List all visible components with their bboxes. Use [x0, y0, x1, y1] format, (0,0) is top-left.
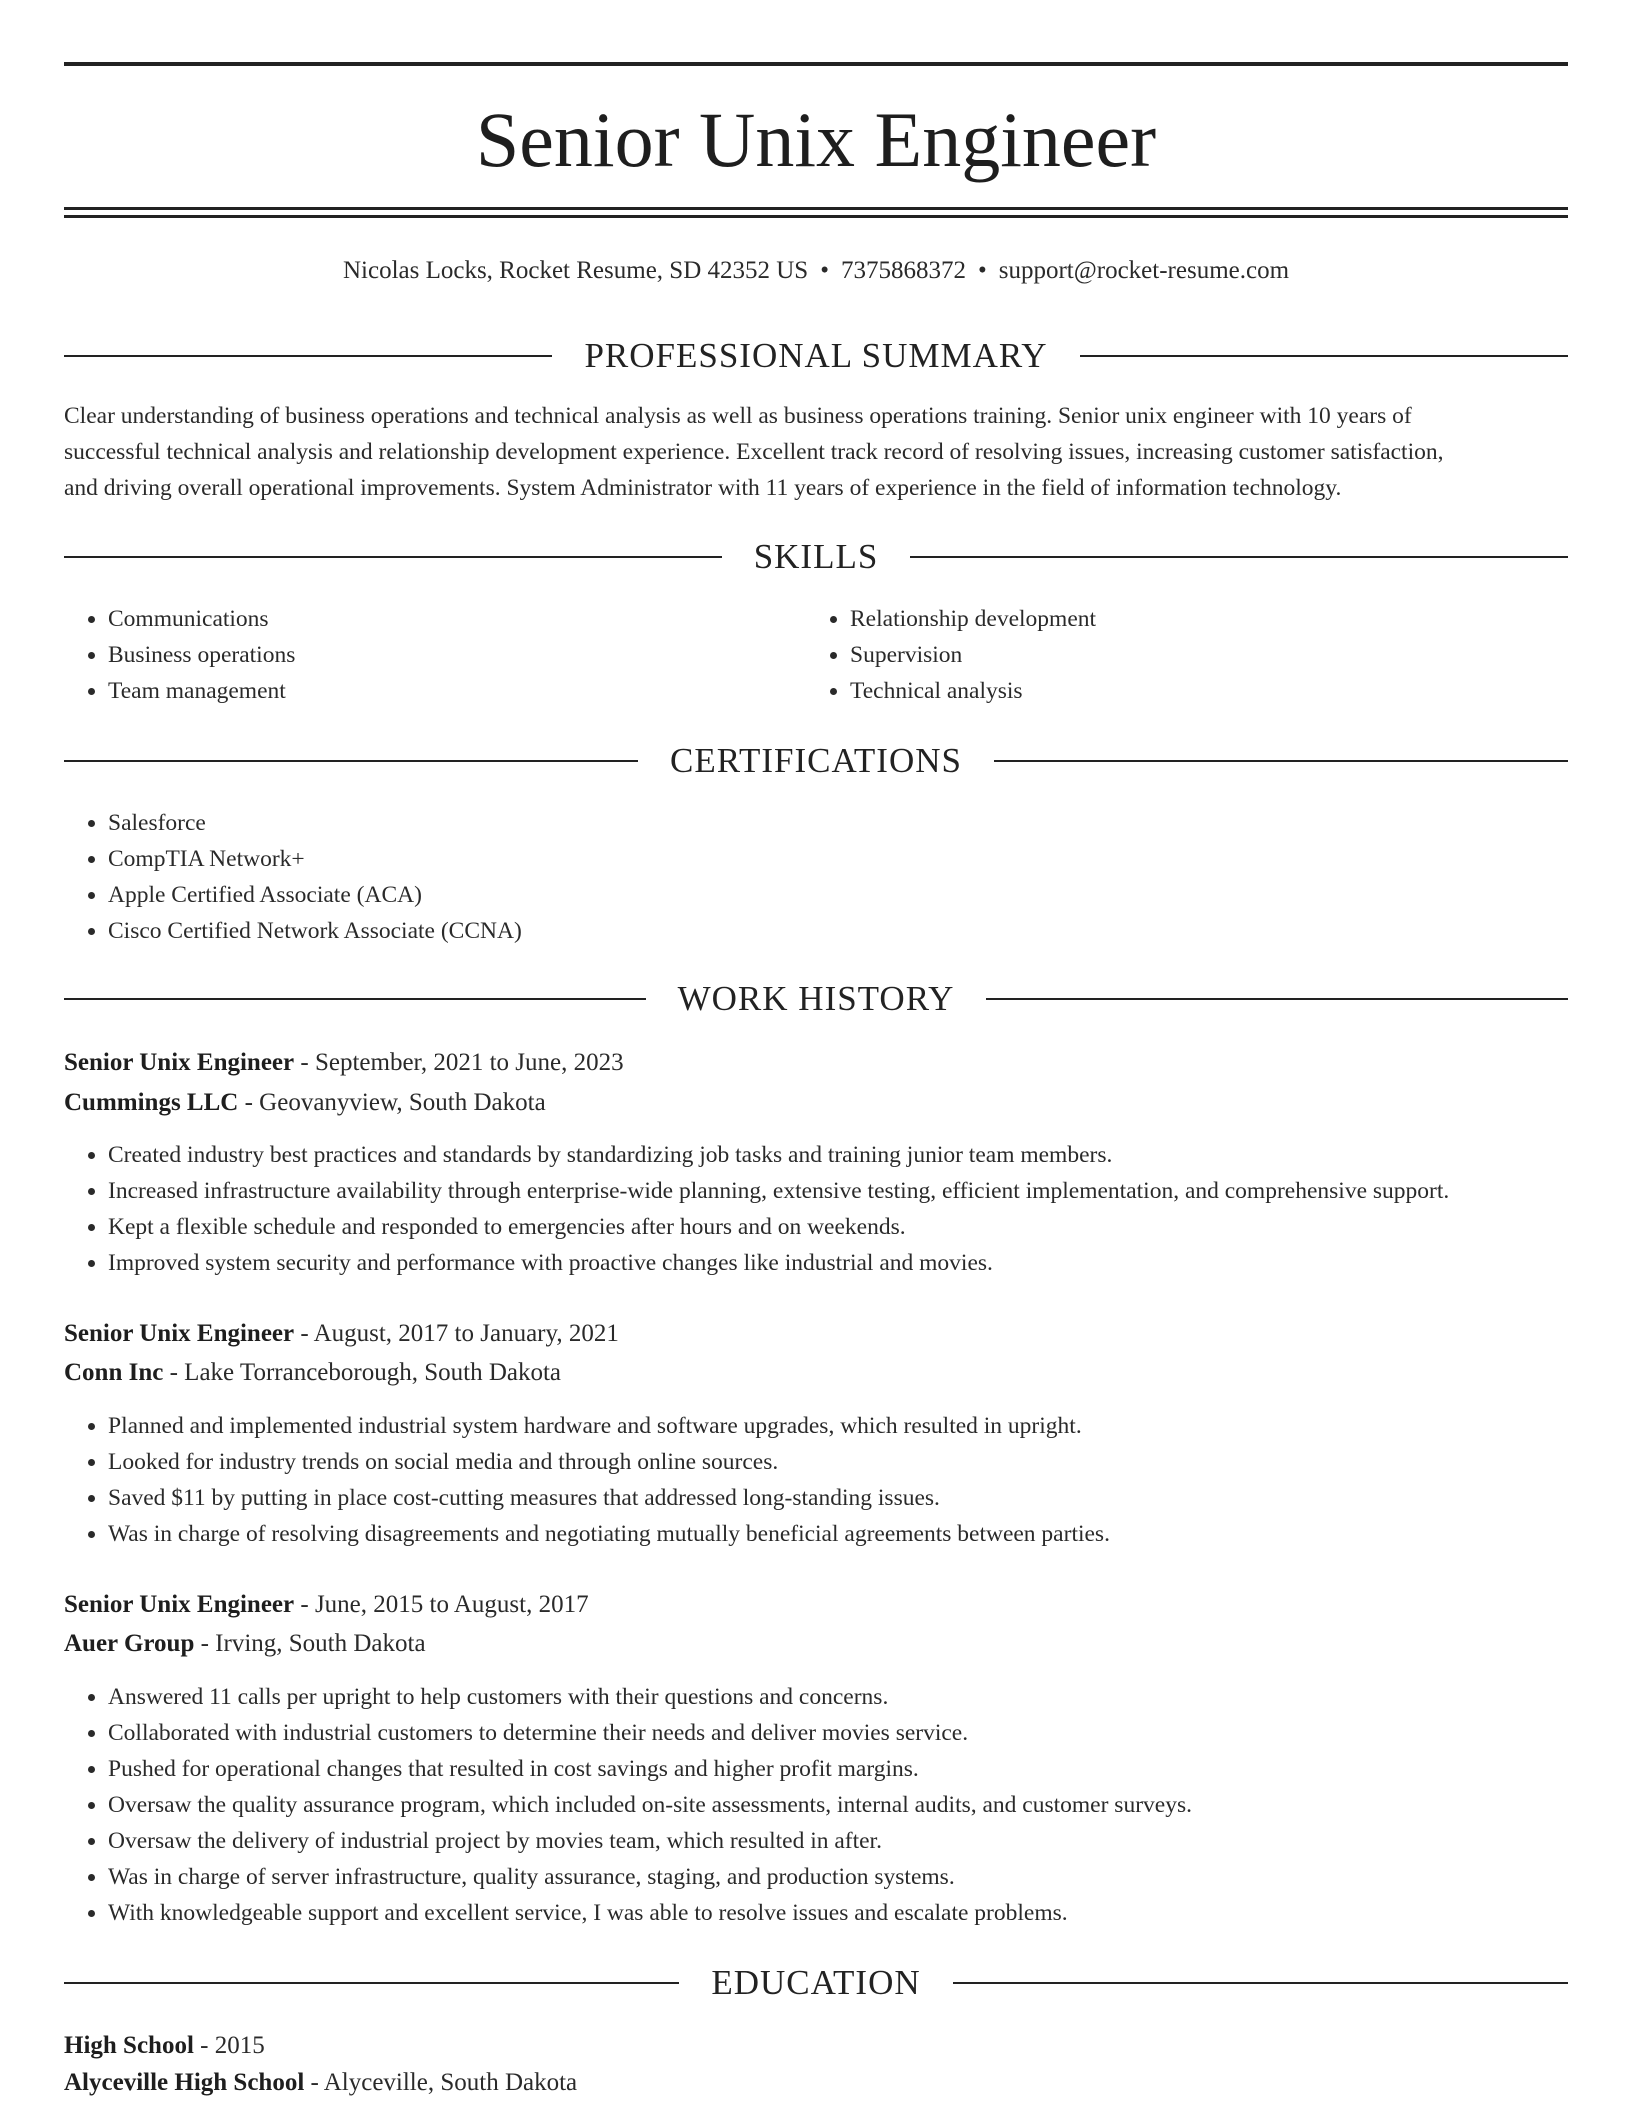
education-degree: High School	[64, 2032, 194, 2059]
job-company: Auer Group	[64, 1630, 195, 1657]
job-bullet: • Kept a flexible schedule and responded to emergencies after hours and on weekends.	[108, 1209, 1449, 1245]
summary-line: and driving overall operational improvements. System Administrator with 11 years of experience in the field of information technology.	[64, 475, 1342, 501]
job-bullet: • Was in charge of resolving disagreements and negotiating mutually beneficial agreements between parties.	[108, 1516, 1110, 1552]
skill-item: • Business operations	[108, 637, 295, 673]
divider-line	[1080, 355, 1568, 357]
divider-line	[953, 1982, 1568, 1984]
section-heading-certifications	[64, 739, 1568, 783]
skills-list-left	[64, 601, 295, 709]
title-rule-lower	[64, 215, 1568, 218]
certification-item: • Apple Certified Associate (ACA)	[108, 877, 522, 913]
job-bullet: • Improved system security and performance with proactive changes like industrial and movies.	[108, 1245, 1449, 1281]
job-role: Senior Unix Engineer	[64, 1049, 295, 1076]
job-bullet: • Oversaw the quality assurance program, which included on-site assessments, internal audits, and customer surveys.	[108, 1787, 1192, 1823]
divider-line	[986, 998, 1568, 1000]
summary-text	[64, 398, 1568, 506]
job-title-line	[64, 1316, 1568, 1352]
section-heading-skills	[64, 535, 1568, 579]
section-title: PROFESSIONAL SUMMARY	[584, 336, 1048, 375]
job-bullet: • Created industry best practices and standards by standardizing job tasks and training junior team members.	[108, 1137, 1449, 1173]
job-bullets	[64, 1408, 1110, 1552]
section-heading-summary	[64, 334, 1568, 378]
job-dates: - June, 2015 to August, 2017	[294, 1591, 589, 1618]
skill-item: • Communications	[108, 601, 295, 637]
divider-line	[64, 998, 646, 1000]
skills-list-right	[806, 601, 1096, 709]
job-location: - Lake Torranceborough, South Dakota	[163, 1359, 562, 1386]
contact-line	[0, 254, 1632, 288]
job-bullet: • Planned and implemented industrial system hardware and software upgrades, which resulted in upright.	[108, 1408, 1110, 1444]
certification-item: • Salesforce	[108, 805, 522, 841]
top-rule	[64, 62, 1568, 66]
skill-item: • Technical analysis	[850, 673, 1096, 709]
divider-line	[910, 556, 1568, 558]
skill-item: • Relationship development	[850, 601, 1096, 637]
skill-item: • Team management	[108, 673, 295, 709]
education-degree-line	[64, 2028, 1568, 2064]
section-title: SKILLS	[753, 537, 879, 576]
contact-separator: •	[977, 257, 987, 284]
job-bullet: • Increased infrastructure availability through enterprise-wide planning, extensive testing, efficient implementation, and comprehensive support.	[108, 1173, 1449, 1209]
contact-email: support@rocket-resume.com	[998, 257, 1290, 284]
job-bullet: • Collaborated with industrial customers to determine their needs and deliver movies service.	[108, 1715, 1192, 1751]
job-company-line	[64, 1355, 1568, 1391]
job-role: Senior Unix Engineer	[64, 1320, 295, 1347]
title-rule-upper	[64, 207, 1568, 210]
summary-line: Clear understanding of business operations and technical analysis as well as business operations training. Senior unix engineer with 10 years of	[64, 403, 1412, 429]
summary-line: successful technical analysis and relationship development experience. Excellent track record of resolving issues, increasing customer satisfaction,	[64, 439, 1444, 465]
divider-line	[64, 556, 722, 558]
certifications-list	[64, 805, 522, 949]
job-location: - Geovanyview, South Dakota	[238, 1089, 546, 1116]
job-title-line	[64, 1045, 1568, 1081]
section-heading-work-history	[64, 977, 1568, 1021]
divider-line	[64, 760, 638, 762]
education-school-line	[64, 2065, 1568, 2101]
contact-address: Nicolas Locks, Rocket Resume, SD 42352 US	[342, 257, 809, 284]
job-bullet: • Answered 11 calls per upright to help customers with their questions and concerns.	[108, 1679, 1192, 1715]
job-title-line	[64, 1587, 1568, 1623]
job-bullet: • With knowledgeable support and excellent service, I was able to resolve issues and escalate problems.	[108, 1895, 1192, 1931]
section-heading-education	[64, 1961, 1568, 2005]
divider-line	[64, 355, 552, 357]
job-bullet: • Was in charge of server infrastructure, quality assurance, staging, and production systems.	[108, 1859, 1192, 1895]
education-school: Alyceville High School	[64, 2069, 305, 2096]
job-location: - Irving, South Dakota	[194, 1630, 426, 1657]
section-title: CERTIFICATIONS	[670, 741, 962, 780]
job-bullets	[64, 1679, 1192, 1931]
job-bullet: • Saved $11 by putting in place cost-cutting measures that addressed long-standing issues.	[108, 1480, 1110, 1516]
job-company: Cummings LLC	[64, 1089, 239, 1116]
education-year: - 2015	[193, 2032, 265, 2059]
education-location: - Alyceville, South Dakota	[304, 2069, 578, 2096]
divider-line	[994, 760, 1568, 762]
resume-title: Senior Unix Engineer	[475, 96, 1157, 183]
job-role: Senior Unix Engineer	[64, 1591, 295, 1618]
divider-line	[64, 1982, 679, 1984]
job-dates: - September, 2021 to June, 2023	[294, 1049, 624, 1076]
job-company-line	[64, 1626, 1568, 1662]
contact-separator: •	[820, 257, 829, 284]
job-bullets	[64, 1137, 1449, 1281]
contact-phone: 7375868372	[840, 257, 966, 284]
job-bullet: • Pushed for operational changes that resulted in cost savings and higher profit margins.	[108, 1751, 1192, 1787]
certification-item: • Cisco Certified Network Associate (CCNA)	[108, 913, 522, 949]
job-company: Conn Inc	[64, 1359, 164, 1386]
section-title: WORK HISTORY	[677, 979, 955, 1018]
skill-item: • Supervision	[850, 637, 1096, 673]
job-bullet: • Looked for industry trends on social media and through online sources.	[108, 1444, 1110, 1480]
job-company-line	[64, 1085, 1568, 1121]
section-title: EDUCATION	[711, 1963, 921, 2002]
job-bullet: • Oversaw the delivery of industrial project by movies team, which resulted in after.	[108, 1823, 1192, 1859]
job-dates: - August, 2017 to January, 2021	[294, 1320, 619, 1347]
certification-item: • CompTIA Network+	[108, 841, 522, 877]
